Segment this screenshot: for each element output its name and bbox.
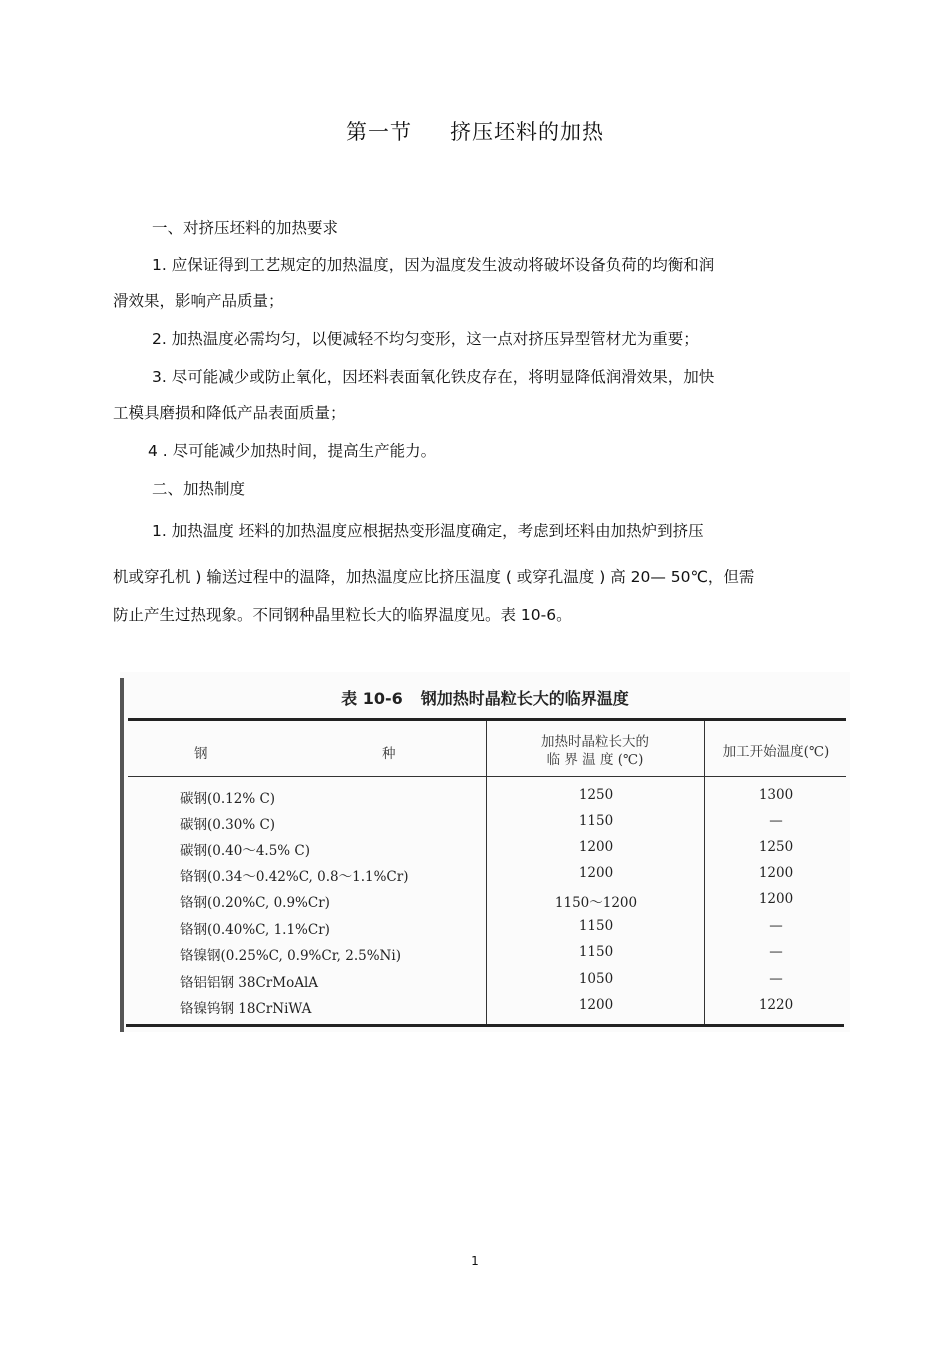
paragraph-line: 2. 加热温度必需均匀，以便减轻不均匀变形，这一点对挤压异型管材尤为重要； [152,330,699,348]
critical-temp: 1050 [578,971,614,987]
critical-temp: 1200 [578,839,614,855]
page-number: 1 [471,1254,479,1268]
paragraph-line: 1. 加热温度 坯料的加热温度应根据热变形温度确定，考虑到坯料由加热炉到挤压 [152,522,704,540]
paragraph-line: 4 . 尽可能减少加热时间，提高生产能力。 [148,442,437,460]
steel-grade: 碳钢(0.30% C) [180,817,276,833]
paragraph-line: 1. 应保证得到工艺规定的加热温度，因为温度发生波动将破坏设备负荷的均衡和润 [152,256,715,274]
steel-grade: 铬镍钨钢 18CrNiWA [180,1001,312,1017]
critical-temp: 1250 [578,787,614,803]
start-temp: 1250 [758,839,794,855]
start-temp: 1300 [758,787,794,803]
critical-temp: 1150～1200 [554,895,638,911]
steel-grade: 铬钢(0.34～0.42%C, 0.8～1.1%Cr) [180,869,409,885]
steel-grade: 铬钢(0.20%C, 0.9%Cr) [180,895,330,911]
table-title: 钢加热时晶粒长大的临界温度 [420,689,629,708]
start-temp: — [769,944,783,960]
table-row [120,918,850,944]
steel-grade: 碳钢(0.40～4.5% C) [180,843,311,859]
critical-temperature-table [120,672,850,1032]
table-row [120,839,850,865]
heading-requirements: 一、对挤压坯料的加热要求 [152,219,339,237]
start-temp: 1200 [758,891,794,907]
critical-temp: 1150 [578,813,614,829]
table-caption [120,686,850,709]
steel-grade: 铬钢(0.40%C, 1.1%Cr) [180,922,330,938]
table-header-rule [128,776,846,777]
start-temp: 1200 [758,865,794,881]
table-row [120,971,850,997]
header-steel-a: 钢 [194,746,208,762]
section-heading: 挤压坯料的加热 [450,120,604,144]
start-temp: — [769,813,783,829]
paragraph-line: 工模具磨损和降低产品表面质量； [113,404,346,422]
table-number: 表 10-6 [341,689,403,708]
critical-temp: 1150 [578,944,614,960]
steel-grade: 铬镍钢(0.25%C, 0.9%Cr, 2.5%Ni) [180,948,401,964]
table-row [120,997,850,1023]
heading-heating-schedule: 二、加热制度 [152,480,246,498]
critical-temp: 1200 [578,865,614,881]
paragraph-line: 3. 尽可能减少或防止氧化，因坯料表面氧化铁皮存在，将明显降低润滑效果，加快 [152,368,715,386]
section-title [0,116,950,146]
critical-temp: 1150 [578,918,614,934]
paragraph-line: 滑效果，影响产品质量； [113,292,284,310]
table-row [120,944,850,970]
table-bottom-rule [126,1024,844,1027]
paragraph-line: 防止产生过热现象。不同钢种晶里粒长大的临界温度见。表 10-6。 [113,606,572,624]
paragraph-line: 机或穿孔机 ) 输送过程中的温降，加热温度应比挤压温度 ( 或穿孔温度 ) 高 20— 50℃，但需 [113,568,755,586]
start-temp: — [769,971,783,987]
table-row [120,813,850,839]
steel-grade: 碳钢(0.12% C) [180,791,276,807]
header-steel-b: 种 [382,746,396,762]
critical-temp: 1200 [578,997,614,1013]
header-critical-line1: 加热时晶粒长大的 [541,734,649,750]
header-critical-line2: 临 界 温 度 (℃) [546,752,644,768]
steel-grade: 铬铝铝钢 38CrMoAlA [180,975,319,991]
table-row [120,865,850,891]
start-temp: — [769,918,783,934]
table-row [120,787,850,813]
start-temp: 1220 [758,997,794,1013]
header-start-temp: 加工开始温度(℃) [722,744,830,760]
table-row [120,891,850,917]
table-top-rule [128,718,846,721]
section-number: 第一节 [346,120,412,144]
